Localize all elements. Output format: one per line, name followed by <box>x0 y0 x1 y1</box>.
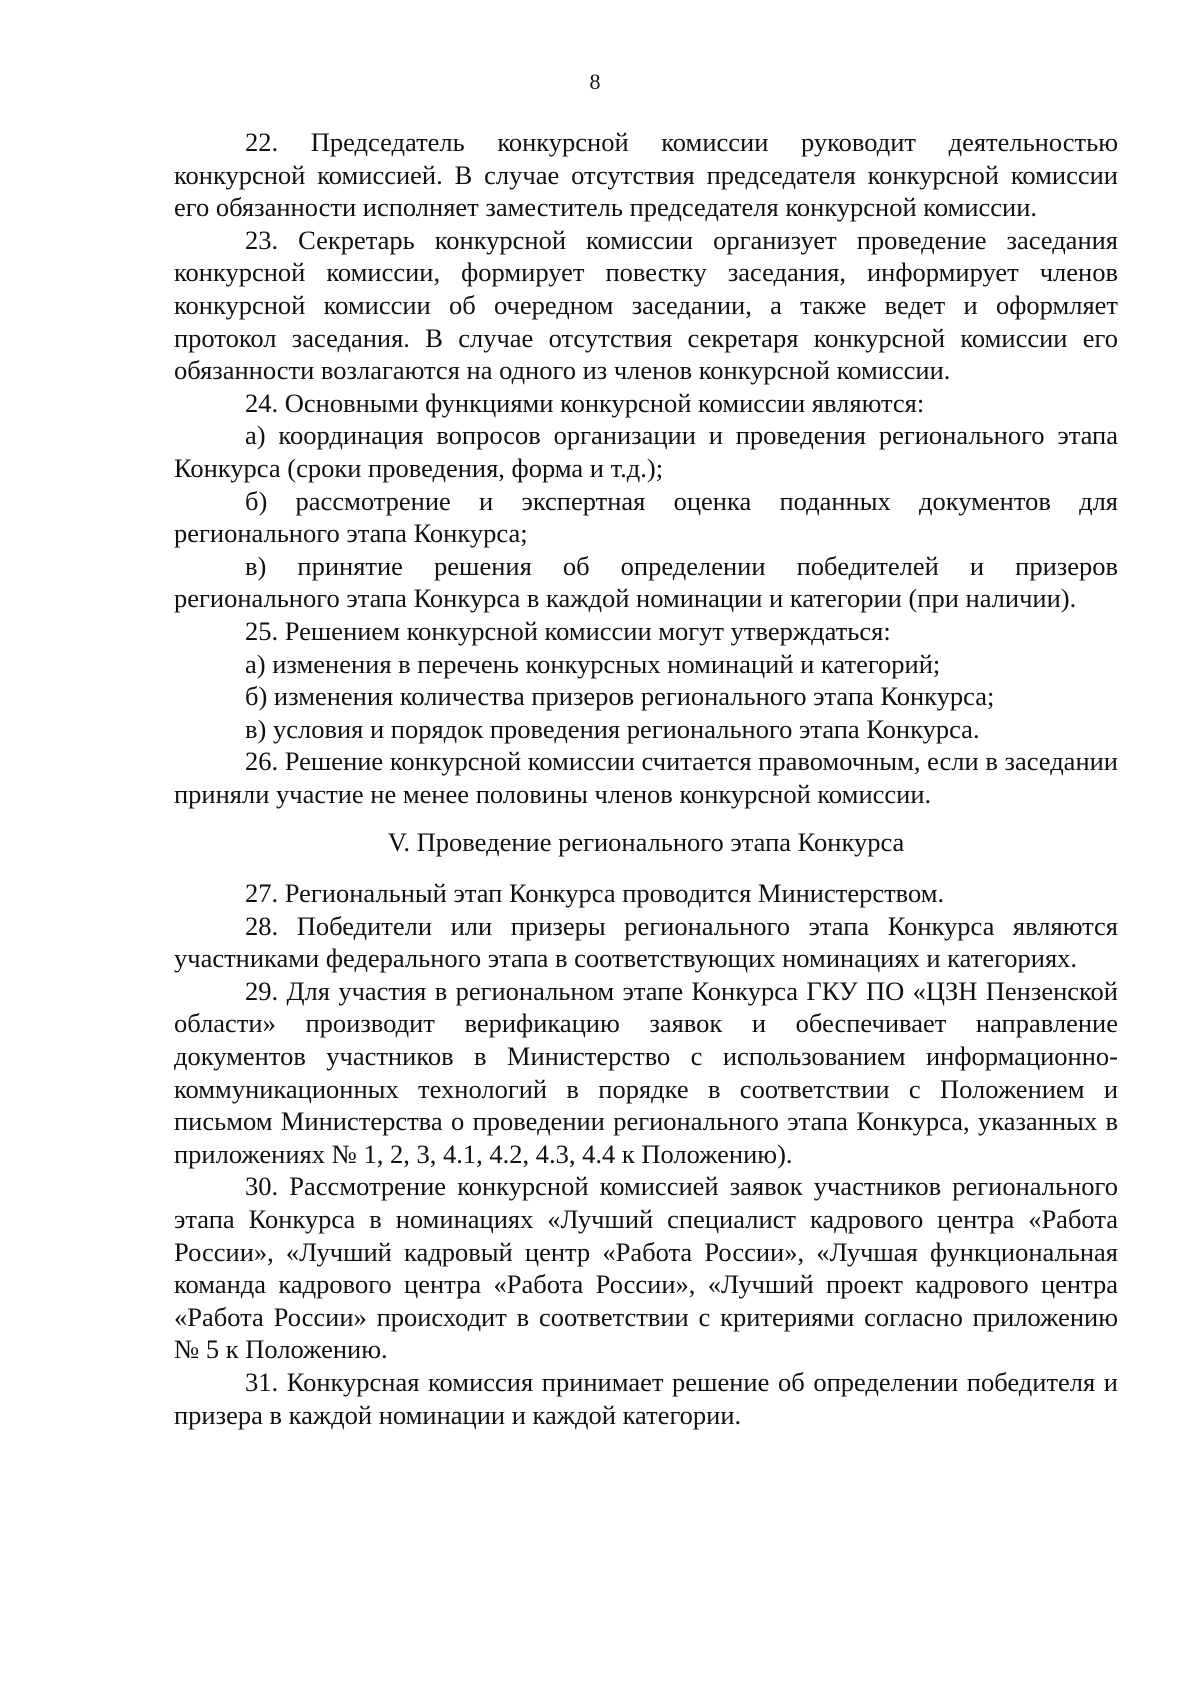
paragraph-30: 30. Рассмотрение конкурсной комиссией заявок участников регионального этапа Конкурса в номинациях «Лучший специалист кадрового центра «Работа России», «Лучший кадровый центр «Работа России», «Лучшая функциональная команда кадрового центра «Работа России», «Лучший проект кадрового центра «Работа России» происходит в соответствии с критериями согласно приложению № 5 к Положению. <box>174 1171 1118 1365</box>
paragraph-31: 31. Конкурсная комиссия принимает решение об определении победителя и призера в каждой номинации и каждой категории. <box>174 1366 1118 1430</box>
paragraph-24-a: а) координация вопросов организации и проведения регионального этапа Конкурса (сроки проведения, форма и т.д.); <box>174 420 1118 483</box>
page-number: 8 <box>589 69 601 94</box>
paragraph-26: 26. Решение конкурсной комиссии считается правомочным, если в заседании приняли участие не менее половины членов конкурсной комиссии. <box>174 746 1118 809</box>
paragraph-25-a: а) изменения в перечень конкурсных номинаций и категорий; <box>245 648 941 679</box>
paragraph-24-b: б) рассмотрение и экспертная оценка поданных документов для регионального этапа Конкурса; <box>174 485 1118 549</box>
paragraph-28: 28. Победители или призеры регионального этапа Конкурса являются участниками федерального этапа в соответствующих номинациях и категориях. <box>174 910 1118 974</box>
paragraph-22: 22. Председатель конкурсной комиссии руководит деятельностью конкурсной комиссией. В случае отсутствия председателя конкурсной комиссии его обязанности исполняет заместитель председателя конкурсной комиссии. <box>174 127 1118 223</box>
section-heading: V. Проведение регионального этапа Конкурса <box>387 827 905 858</box>
document-body <box>174 126 1118 1431</box>
paragraph-25: 25. Решением конкурсной комиссии могут утверждаться: <box>245 615 891 646</box>
paragraph-25-b: б) изменения количества призеров регионального этапа Конкурса; <box>245 681 995 712</box>
paragraph-23: 23. Секретарь конкурсной комиссии организует проведение заседания конкурсной комиссии, формирует повестку заседания, информирует членов конкурсной комиссии об очередном заседании, а также ведет и оформляет протокол заседания. В случае отсутствия секретаря конкурсной комиссии его обязанности возлагаются на одного из членов конкурсной комиссии. <box>174 224 1118 386</box>
paragraph-24-v: в) принятие решения об определении победителей и призеров регионального этапа Конкурса в каждой номинации и категории (при наличии). <box>174 550 1118 614</box>
paragraph-29: 29. Для участия в региональном этапе Конкурса ГКУ ПО «ЦЗН Пензенской области» производит верификацию заявок и обеспечивает направление документов участников в Министерство с использованием информационно-коммуникационных технологий в порядке в соответствии с Положением и письмом Министерства о проведении регионального этапа Конкурса, указанных в приложениях № 1, 2, 3, 4.1, 4.2, 4.3, 4.4 к Положению). <box>174 975 1118 1169</box>
paragraph-24: 24. Основными функциями конкурсной комиссии являются: <box>245 387 925 418</box>
paragraph-25-v: в) условия и порядок проведения регионального этапа Конкурса. <box>245 713 980 744</box>
paragraph-27: 27. Региональный этап Конкурса проводится Министерством. <box>245 878 945 909</box>
